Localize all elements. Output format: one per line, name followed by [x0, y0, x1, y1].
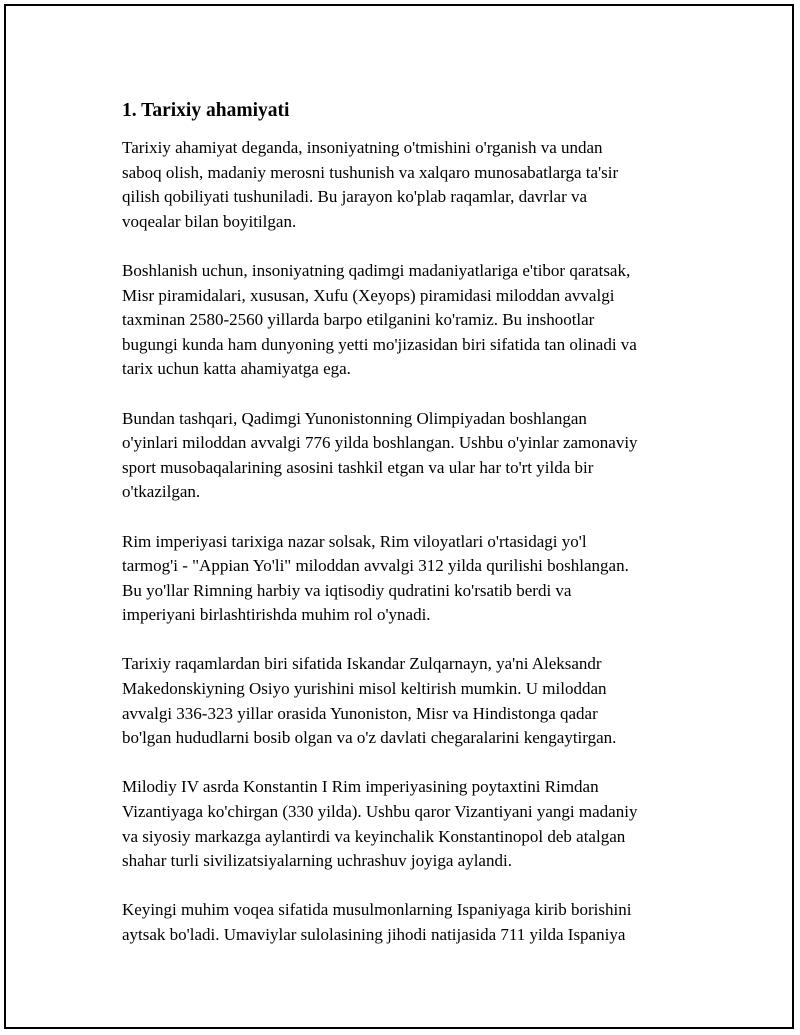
text-line: tarmog'i - "Appian Yo'li" miloddan avvalgi 312 yilda qurilishi boshlangan.: [122, 556, 629, 576]
text-line: voqealar bilan boyitilgan.: [122, 211, 297, 231]
text-line: Keyingi muhim voqea sifatida musulmonlarning Ispaniyaga kirib borishini: [122, 900, 632, 920]
text-line: saboq olish, madaniy merosni tushunish va xalqaro munosabatlarga ta'sir: [122, 162, 619, 182]
text-line: Bundan tashqari, Qadimgi Yunonistonning Olimpiyadan boshlangan: [122, 408, 587, 428]
paragraph-intro: [122, 136, 702, 234]
paragraph-egypt: [122, 259, 702, 382]
text-line: taxminan 2580-2560 yillarda barpo etilganini ko'ramiz. Bu inshootlar: [122, 310, 595, 330]
page-frame: [4, 4, 794, 1029]
text-line: Tarixiy ahamiyat deganda, insoniyatning o'tmishini o'rganish va undan: [122, 138, 603, 157]
text-line: va siyosiy markazga aylantirdi va keyinchalik Konstantinopol deb atalgan: [122, 826, 626, 846]
paragraph-rome: [122, 530, 702, 628]
text-line: bugungi kunda ham dunyoning yetti mo'jizasidan biri sifatida tan olinadi va: [122, 334, 637, 354]
document-body: [122, 98, 702, 972]
paragraph-alexander: [122, 652, 702, 750]
text-line: avvalgi 336-323 yillar orasida Yunoniston, Misr va Hindistonga qadar: [122, 703, 598, 723]
text-line: shahar turli sivilizatsiyalarning uchrashuv joyiga aylandi.: [122, 851, 512, 871]
paragraph-constantine: [122, 775, 702, 873]
text-line: Misr piramidalari, xususan, Xufu (Xeyops) piramidasi miloddan avvalgi: [122, 285, 615, 305]
text-line: tarix uchun katta ahamiyatga ega.: [122, 359, 351, 379]
text-line: Vizantiyaga ko'chirgan (330 yilda). Ushbu qaror Vizantiyani yangi madaniy: [122, 802, 638, 822]
text-line: Boshlanish uchun, insoniyatning qadimgi madaniyatlariga e'tibor qaratsak,: [122, 260, 631, 280]
text-line: Bu yo'llar Rimning harbiy va iqtisodiy qudratini ko'rsatib berdi va: [122, 580, 572, 600]
paragraph-spain: [122, 898, 702, 947]
text-line: aytsak bo'ladi. Umaviylar sulolasining jihodi natijasida 711 yilda Ispaniya: [122, 925, 626, 944]
text-line: Tarixiy raqamlardan biri sifatida Iskandar Zulqarnayn, ya'ni Aleksandr: [122, 654, 602, 674]
text-line: Makedonskiyning Osiyo yurishini misol keltirish mumkin. U miloddan: [122, 679, 607, 699]
text-line: o'tkazilgan.: [122, 482, 201, 502]
paragraph-olympics: [122, 407, 702, 505]
text-line: Milodiy IV asrda Konstantin I Rim imperiyasining poytaxtini Rimdan: [122, 777, 599, 797]
section-heading: 1. Tarixiy ahamiyati: [122, 100, 290, 121]
text-line: qilish qobiliyati tushuniladi. Bu jarayon ko'plab raqamlar, davrlar va: [122, 187, 588, 207]
text-line: imperiyani birlashtirishda muhim rol o'ynadi.: [122, 605, 431, 625]
text-line: Rim imperiyasi tarixiga nazar solsak, Rim viloyatlari o'rtasidagi yo'l: [122, 531, 587, 551]
text-line: bo'lgan hududlarni bosib olgan va o'z davlati chegaralarini kengaytirgan.: [122, 728, 617, 748]
text-line: sport musobaqalarining asosini tashkil etgan va ular har to'rt yilda bir: [122, 457, 594, 477]
text-line: o'yinlari miloddan avvalgi 776 yilda boshlangan. Ushbu o'yinlar zamonaviy: [122, 433, 638, 453]
